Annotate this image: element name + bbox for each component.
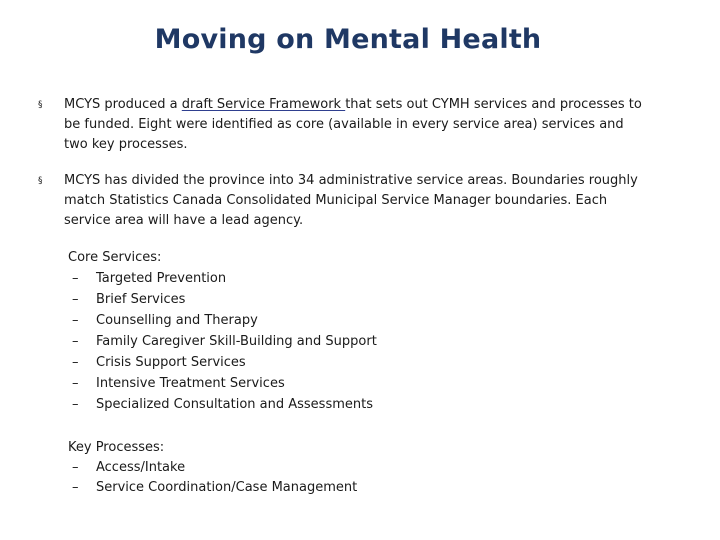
list-item-label: Crisis Support Services bbox=[96, 355, 246, 370]
key-processes-section bbox=[68, 437, 357, 498]
list-item-label: Access/Intake bbox=[96, 460, 186, 475]
list-item bbox=[68, 352, 377, 373]
list-item-label: Targeted Prevention bbox=[96, 271, 227, 286]
core-services-list bbox=[68, 268, 377, 415]
dash-marker: – bbox=[72, 313, 79, 328]
core-services-section bbox=[68, 247, 377, 415]
bullet-text: MCYS has divided the province into 34 administrative service areas. Boundaries roughly match Statistics Canada Consolidated Municipal Service Manager boundaries. Each service area will have a lead agency. bbox=[64, 173, 638, 228]
list-item bbox=[68, 268, 377, 289]
dash-marker: – bbox=[72, 355, 79, 370]
page-title: Moving on Mental Health bbox=[154, 24, 542, 55]
dash-marker: – bbox=[72, 480, 79, 495]
dash-marker: – bbox=[72, 271, 79, 286]
list-item bbox=[68, 458, 357, 478]
list-item-label: Service Coordination/Case Management bbox=[96, 480, 358, 495]
key-processes-list bbox=[68, 458, 357, 498]
bullet-marker: § bbox=[38, 100, 43, 110]
dash-marker: – bbox=[72, 376, 79, 391]
list-item bbox=[68, 310, 377, 331]
list-item bbox=[68, 478, 357, 498]
list-item-label: Specialized Consultation and Assessments bbox=[96, 397, 373, 412]
list-item-label: Intensive Treatment Services bbox=[96, 376, 285, 391]
key-processes-heading: Key Processes: bbox=[68, 440, 165, 455]
bullet-text-before: MCYS produced a bbox=[64, 97, 182, 112]
dash-marker: – bbox=[72, 397, 79, 412]
list-item bbox=[68, 394, 377, 415]
core-services-heading: Core Services: bbox=[68, 250, 162, 265]
dash-marker: – bbox=[72, 292, 79, 307]
bullet-text bbox=[64, 95, 650, 155]
bullet-text-after: that sets out CYMH services and processes to be funded. Eight were identified as core (available in every service area) services and two key processes. bbox=[64, 97, 642, 152]
bullet-item bbox=[38, 171, 650, 231]
list-item-label: Brief Services bbox=[96, 292, 186, 307]
list-item bbox=[68, 373, 377, 394]
list-item bbox=[68, 289, 377, 310]
list-item bbox=[68, 331, 377, 352]
dash-marker: – bbox=[72, 460, 79, 475]
draft-service-framework-link[interactable]: draft Service Framework bbox=[181, 97, 346, 112]
list-item-label: Counselling and Therapy bbox=[96, 313, 258, 328]
bullet-marker: § bbox=[38, 176, 43, 186]
dash-marker: – bbox=[72, 334, 79, 349]
list-item-label: Family Caregiver Skill-Building and Support bbox=[96, 334, 377, 349]
bullet-item bbox=[38, 95, 650, 155]
